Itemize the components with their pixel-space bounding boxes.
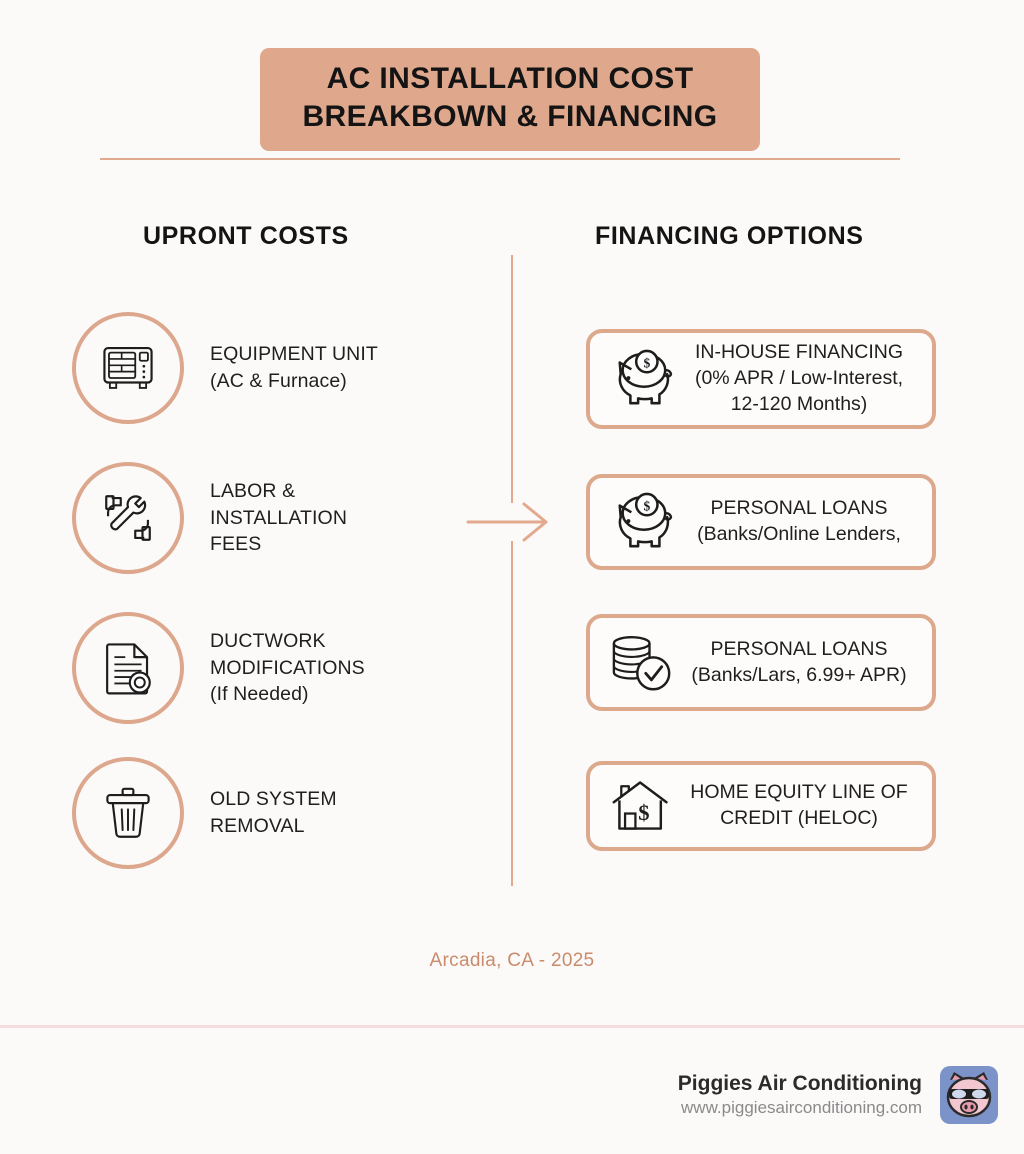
cost-item-subtitle: MODIFICATIONS xyxy=(210,656,365,679)
financing-card-subtitle: CREDIT (HELOC) xyxy=(720,807,878,829)
cost-item-subtitle-2: (If Needed) xyxy=(210,683,309,706)
pig-sunglasses-logo xyxy=(938,1064,1000,1126)
cost-item-title: EQUIPMENT UNIT xyxy=(210,343,378,366)
cost-item-label xyxy=(210,341,378,395)
footer-brand-block xyxy=(678,1071,922,1119)
trash-can-icon xyxy=(102,785,154,841)
financing-card-title: IN-HOUSE FINANCING xyxy=(694,341,903,364)
financing-options-heading: FINANCING OPTIONS xyxy=(595,222,864,250)
center-divider-upper xyxy=(511,255,513,503)
financing-card-label xyxy=(680,340,920,418)
svg-text:$: $ xyxy=(638,800,650,826)
cost-item-label xyxy=(210,786,337,840)
financing-card-heloc[interactable] xyxy=(586,761,936,851)
cost-item-subtitle: (AC & Furnace) xyxy=(210,370,347,392)
cost-item-labor-installation xyxy=(72,462,492,574)
cost-item-label xyxy=(210,628,365,709)
svg-text:$: $ xyxy=(643,355,651,371)
page-title-line-1: AC INSTALLATION COST xyxy=(326,62,694,95)
financing-card-subtitle: (0% APR / Low-Interest, xyxy=(694,367,904,390)
financing-card-personal-loans-online[interactable] xyxy=(586,474,936,570)
cost-item-title: LABOR & xyxy=(210,479,296,502)
center-divider-lower xyxy=(511,541,513,886)
wrench-pipe-icon xyxy=(99,489,157,547)
financing-card-title: PERSONAL LOANS xyxy=(710,497,888,520)
title-banner xyxy=(260,48,760,151)
cost-item-subtitle: INSTALLATION xyxy=(210,506,348,529)
financing-card-label xyxy=(680,637,920,689)
cost-item-ductwork-modifications xyxy=(72,612,492,724)
upfront-costs-heading: UPRONT COSTS xyxy=(143,222,349,250)
cost-item-subtitle: REMOVAL xyxy=(210,815,305,837)
title-divider-rule xyxy=(100,158,900,160)
financing-card-title: PERSONAL LOANS xyxy=(710,637,888,660)
piggy-bank-icon xyxy=(604,486,680,558)
financing-card-personal-loans-banks[interactable] xyxy=(586,614,936,711)
cost-icon-badge xyxy=(72,757,184,869)
document-seal-icon xyxy=(101,639,155,697)
cost-icon-badge xyxy=(72,462,184,574)
cost-item-title: DUCTWORK xyxy=(210,629,326,652)
coins-check-icon xyxy=(604,627,680,699)
financing-card-title: HOME EQUITY LINE OF xyxy=(690,781,908,804)
footer-divider-rule xyxy=(0,1025,1024,1028)
financing-card-in-house[interactable] xyxy=(586,329,936,429)
ac-furnace-unit-icon xyxy=(99,342,157,394)
cost-icon-badge xyxy=(72,612,184,724)
location-caption: Arcadia, CA - 2025 xyxy=(429,950,595,971)
svg-text:$: $ xyxy=(643,498,651,514)
piggy-bank-icon xyxy=(604,343,680,415)
cost-item-equipment-unit xyxy=(72,312,492,424)
cost-item-old-system-removal xyxy=(72,757,492,869)
cost-item-subtitle-2: FEES xyxy=(210,533,262,556)
page-title-line-2: BREAKBOWN & FINANCING xyxy=(302,100,718,134)
financing-card-subtitle-2: 12-120 Months) xyxy=(730,392,868,415)
brand-url[interactable]: www.piggiesairconditioning.com xyxy=(681,1098,922,1118)
cost-item-title: OLD SYSTEM xyxy=(210,788,337,811)
house-dollar-icon xyxy=(604,770,680,842)
financing-card-label xyxy=(680,780,920,832)
financing-card-subtitle: (Banks/Lars, 6.99+ APR) xyxy=(691,663,907,686)
footer xyxy=(0,1055,1024,1135)
financing-card-subtitle: (Banks/Online Lenders, xyxy=(697,523,901,545)
financing-card-label xyxy=(680,496,920,548)
brand-name: Piggies Air Conditioning xyxy=(677,1071,922,1095)
cost-item-label xyxy=(210,478,347,559)
cost-icon-badge xyxy=(72,312,184,424)
